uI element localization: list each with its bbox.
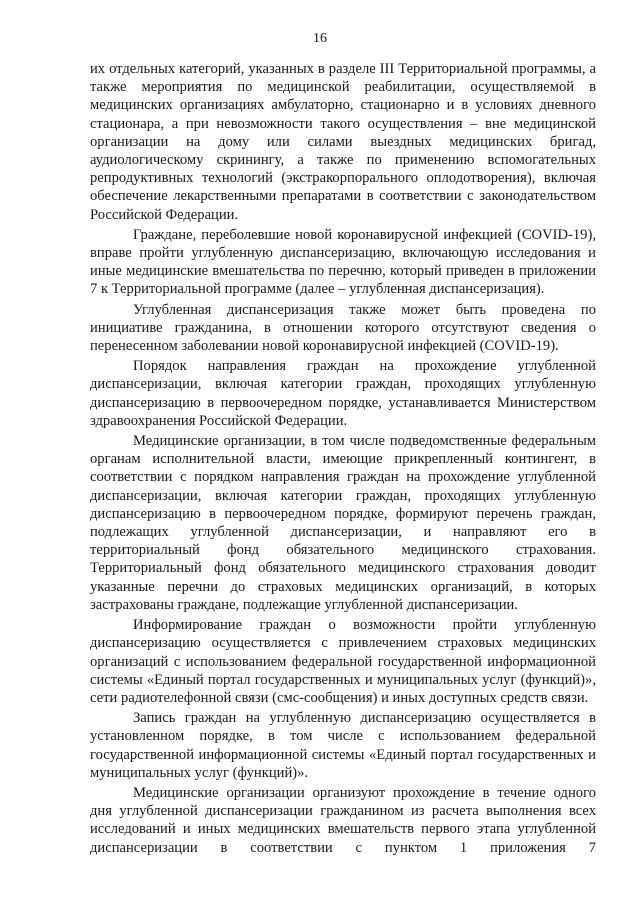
page-number: 16 [313, 31, 327, 46]
document-body [90, 60, 596, 859]
paragraph-registration: Запись граждан на углубленную диспансеризацию осуществляется в установленном порядке, в том числе с использованием федеральной государственной информационной системы «Единый портал государственных и муниципальных услуг (функций)». [90, 710, 596, 781]
paragraph-citizen-initiative: Углубленная диспансеризация также может быть проведена по инициативе гражданина, в отношении которого отсутствуют сведения о перенесенном заболевании новой коронавирусной инфекцией (COVID-19). [90, 301, 596, 355]
paragraph-medical-organizations-lists: Медицинские организации, в том числе подведомственные федеральным органам исполнительной власти, имеющие прикрепленный контингент, в соответствии с порядком направления граждан на прохождение углубленной диспансеризации, включая категории граждан, проходящих углубленную диспансеризацию в первоочередном порядке, формируют перечень граждан, подлежащих углубленной диспансеризации, и направляют его в территориальный фонд обязательного медицинского страхования. Территориальный фонд обязательного медицинского страхования доводит указанные перечни до страховых медицинских организаций, в которых застрахованы граждане, подлежащие углубленной диспансеризации. [90, 433, 596, 613]
paragraph-informing-citizens: Информирование граждан о возможности пройти углубленную диспансеризацию осуществляется с привлечением страховых медицинских организаций с использованием федеральной государственной информационной системы «Единый портал государственных и муниципальных услуг (функций)», сети радиотелефонной связи (смс-сообщения) и иных доступных средств связи. [90, 617, 596, 706]
paragraph-referral-procedure: Порядок направления граждан на прохождение углубленной диспансеризации, включая категории граждан, проходящих углубленную диспансеризацию в первоочередном порядке, устанавливается Министерством здравоохранения Российской Федерации. [90, 358, 596, 429]
paragraph-covid-recovered: Граждане, переболевшие новой коронавирусной инфекцией (COVID-19), вправе пройти углубленную диспансеризацию, включающую исследования и иные медицинские вмешательства по перечню, который приведен в приложении 7 к Территориальной программе (далее – углубленная диспансеризация). [90, 226, 596, 298]
paragraph-one-day-examination: Медицинские организации организуют прохождение в течение одного дня углубленной диспансеризации гражданином из расчета выполнения всех исследований и иных медицинских вмешательств первого этапа углубленной диспансеризации в соответствии с пунктом 1 приложения 7 [90, 784, 596, 856]
paragraph-continuation: их отдельных категорий, указанных в разделе III Территориальной программы, а также мероприятия по медицинской реабилитации, осуществляемой в медицинских организациях амбулаторно, стационарно и в условиях дневного стационара, а при невозможности такого осуществления – вне медицинской организации на дому или силами выездных медицинских бригад, аудиологическому скринингу, а также по применению вспомогательных репродуктивных технологий (экстракорпорального оплодотворения), включая обеспечение лекарственными препаратами в соответствии с законодательством Российской Федерации. [90, 61, 596, 223]
